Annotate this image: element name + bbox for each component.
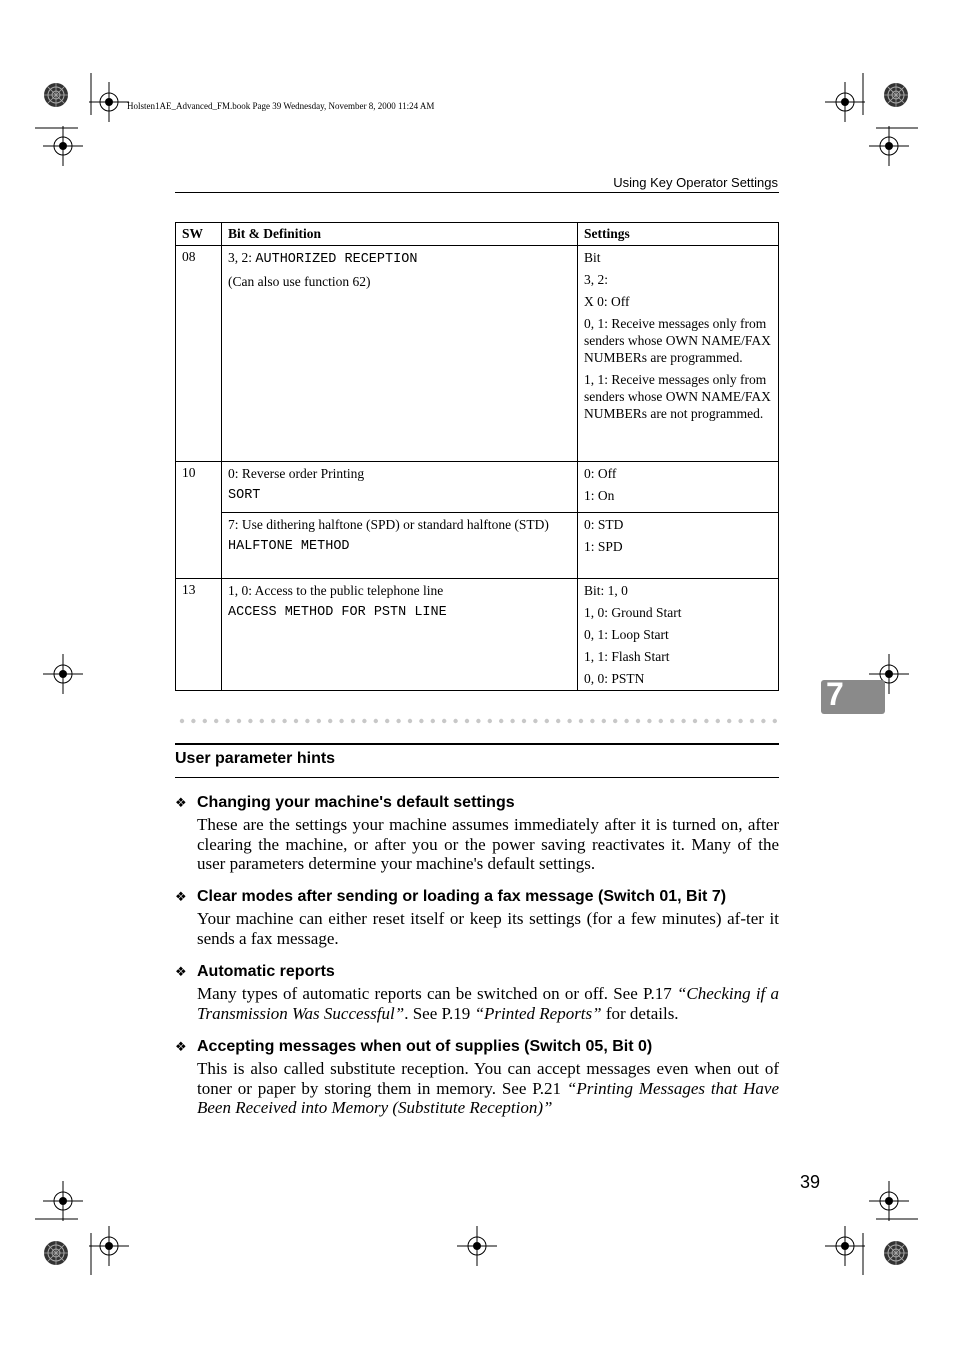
registration-target-icon <box>44 83 68 107</box>
registration-mark-icon <box>825 82 865 122</box>
divider-dot <box>545 719 549 723</box>
setting-item: 1: SPD <box>584 539 623 554</box>
hints-rule-bottom <box>175 777 779 778</box>
registration-mark-icon <box>457 1226 497 1266</box>
cell-definition <box>222 513 578 578</box>
hint-title <box>175 1038 652 1056</box>
hint-title <box>175 794 515 812</box>
divider-dot <box>419 719 423 723</box>
divider-dot <box>362 719 366 723</box>
setting-item: 1, 1: Receive messages only from senders whose OWN NAME/FAX NUMBERs are not programmed. <box>584 372 771 421</box>
hints-heading: User parameter hints <box>175 750 336 767</box>
divider-dot <box>522 719 526 723</box>
divider-dot <box>237 719 241 723</box>
hint-body <box>197 984 779 1023</box>
divider-dot <box>659 719 663 723</box>
registration-target-icon <box>884 1241 908 1265</box>
divider-dot <box>499 719 503 723</box>
divider-dot <box>317 719 321 723</box>
divider-dot <box>453 719 457 723</box>
divider-dot <box>567 719 571 723</box>
divider-dot <box>328 719 332 723</box>
hint-body: Your machine can either reset itself or keep its settings (for a few minutes) af-ter it sends a fax message. <box>197 909 779 948</box>
hint-title-text: Changing your machine's default settings <box>197 794 515 811</box>
settings-table <box>175 222 779 691</box>
sub-row <box>222 462 778 512</box>
divider-dot <box>260 719 264 723</box>
divider-dot <box>282 719 286 723</box>
divider-dot <box>602 719 606 723</box>
hint-title-text: Accepting messages when out of supplies (Switch 05, Bit 0) <box>197 1038 653 1055</box>
setting-item: 0, 1: Receive messages only from senders whose OWN NAME/FAX NUMBERs are programmed. <box>584 316 771 365</box>
registration-mark-icon <box>89 82 129 122</box>
hint-body: These are the settings your machine assumes immediately after it is turned on, after clearing the machine, or after you or the power saving reactivates it. Many of the user parameters determine your machine's default settings. <box>197 815 779 874</box>
cell-sw: 08 <box>176 246 222 461</box>
hint-body <box>197 1059 779 1118</box>
divider-dot <box>431 719 435 723</box>
divider-dot <box>624 719 628 723</box>
hint-body-text: Many types of automatic reports can be switched on or off. See P.17 <box>197 984 677 1003</box>
divider-dot <box>408 719 412 723</box>
running-header: Using Key Operator Settings <box>613 175 778 190</box>
hint-body-text: . See P.19 <box>404 1003 475 1023</box>
divider-dot <box>727 719 731 723</box>
divider-dot <box>738 719 742 723</box>
hints-rule-top <box>175 743 779 745</box>
def-text: 1, 0: Access to the public telephone line <box>228 583 444 598</box>
page-number: 39 <box>800 1172 821 1192</box>
hint-title <box>175 963 335 981</box>
def-text: 7: Use dithering halftone (SPD) or standard halftone (STD) <box>228 517 549 532</box>
setting-item: Bit <box>584 250 601 265</box>
registration-mark-icon <box>43 1181 83 1221</box>
setting-item: 0, 1: Loop Start <box>584 627 669 642</box>
divider-dot <box>579 719 583 723</box>
registration-mark-icon <box>43 126 83 166</box>
divider-dot <box>750 719 754 723</box>
hint-title-text: Clear modes after sending or loading a fax message (Switch 01, Bit 7) <box>197 888 727 905</box>
divider-dot <box>374 719 378 723</box>
def-prefix: 3, 2: <box>228 250 256 265</box>
setting-item: 0: STD <box>584 517 624 532</box>
setting-item: 1: On <box>584 488 615 503</box>
divider-dot <box>385 719 389 723</box>
registration-mark-icon <box>89 1226 129 1266</box>
def-code: HALFTONE METHOD <box>228 539 350 554</box>
divider-dot <box>533 719 537 723</box>
diamond-bullet-icon: ❖ <box>175 889 187 905</box>
def-code: SORT <box>228 488 261 503</box>
divider-dot <box>716 719 720 723</box>
def-code: AUTHORIZED RECEPTION <box>255 252 418 267</box>
divider-dot <box>225 719 229 723</box>
setting-item: X 0: Off <box>584 294 630 309</box>
hint-title <box>175 888 726 906</box>
setting-item: 1, 0: Ground Start <box>584 605 682 620</box>
registration-mark-icon <box>869 126 909 166</box>
divider-dot <box>248 719 252 723</box>
cell-settings <box>578 462 778 512</box>
divider-dot <box>681 719 685 723</box>
file-info: Holsten1AE_Advanced_FM.book Page 39 Wednesday, November 8, 2000 11:24 AM <box>127 101 435 111</box>
divider-dot <box>590 719 594 723</box>
divider-dot <box>305 719 309 723</box>
setting-item: 0, 0: PSTN <box>584 671 645 686</box>
registration-target-icon <box>884 83 908 107</box>
divider-dot <box>773 719 777 723</box>
cross-reference-link[interactable]: “Checking if a Transmission Was Successful” <box>197 984 779 1023</box>
def-code: ACCESS METHOD FOR PSTN LINE <box>228 605 447 620</box>
divider-dot <box>442 719 446 723</box>
divider-dot <box>214 719 218 723</box>
diamond-bullet-icon: ❖ <box>175 795 187 811</box>
header-definition: Bit & Definition <box>222 223 578 245</box>
header-rule <box>175 192 779 193</box>
divider-dot <box>465 719 469 723</box>
registration-mark-icon <box>869 1181 909 1221</box>
divider-dot <box>271 719 275 723</box>
divider-dot <box>396 719 400 723</box>
cell-settings <box>578 513 778 578</box>
cell-settings <box>578 579 778 690</box>
cell-settings <box>578 246 778 461</box>
header-settings: Settings <box>584 226 630 241</box>
divider-dot <box>294 719 298 723</box>
def-text: 0: Reverse order Printing <box>228 466 365 481</box>
divider-dot <box>191 719 195 723</box>
header-sw: SW <box>176 223 222 245</box>
divider-dot <box>613 719 617 723</box>
cell-definition <box>222 246 578 461</box>
sub-rows <box>222 462 778 578</box>
registration-mark-icon <box>825 1226 865 1266</box>
sub-row <box>222 512 778 578</box>
divider-dot <box>488 719 492 723</box>
setting-item: 0: Off <box>584 466 617 481</box>
cross-reference-link[interactable]: “Printed Reports” <box>474 1003 602 1023</box>
def-note: (Can also use function 62) <box>228 274 371 289</box>
hint-title-text: Automatic reports <box>197 963 335 980</box>
chapter-number: 7 <box>826 676 844 712</box>
divider-dot <box>351 719 355 723</box>
divider-dot <box>556 719 560 723</box>
table-header-row <box>176 223 778 245</box>
divider-dot <box>180 719 184 723</box>
divider-dot <box>761 719 765 723</box>
table-row <box>176 461 778 578</box>
divider-dot <box>636 719 640 723</box>
diamond-bullet-icon: ❖ <box>175 1039 187 1055</box>
diamond-bullet-icon: ❖ <box>175 964 187 980</box>
cross-reference-link[interactable]: “Printing Messages that Have Been Received into Memory (Substitute Reception)” <box>197 1078 779 1118</box>
dotted-divider <box>178 717 778 725</box>
hint-body-text: for details. <box>601 1003 679 1023</box>
divider-dot <box>476 719 480 723</box>
cell-definition <box>222 579 578 690</box>
cell-definition <box>222 462 578 512</box>
registration-mark-icon <box>43 654 83 694</box>
divider-dot <box>693 719 697 723</box>
divider-dot <box>647 719 651 723</box>
hint-body-text: This is also called substitute reception. You can accept messages even when out of toner or paper by storing them in memory. See P.21 <box>197 1059 779 1098</box>
setting-item: 3, 2: <box>584 272 609 287</box>
cell-sw: 10 <box>176 462 222 578</box>
registration-target-icon <box>44 1241 68 1265</box>
table-row <box>176 578 778 690</box>
divider-dot <box>510 719 514 723</box>
setting-item: 1, 1: Flash Start <box>584 649 670 664</box>
divider-dot <box>670 719 674 723</box>
cell-sw: 13 <box>176 579 222 690</box>
divider-dot <box>339 719 343 723</box>
table-row <box>176 245 778 461</box>
divider-dot <box>704 719 708 723</box>
divider-dot <box>203 719 207 723</box>
setting-item: Bit: 1, 0 <box>584 583 628 598</box>
